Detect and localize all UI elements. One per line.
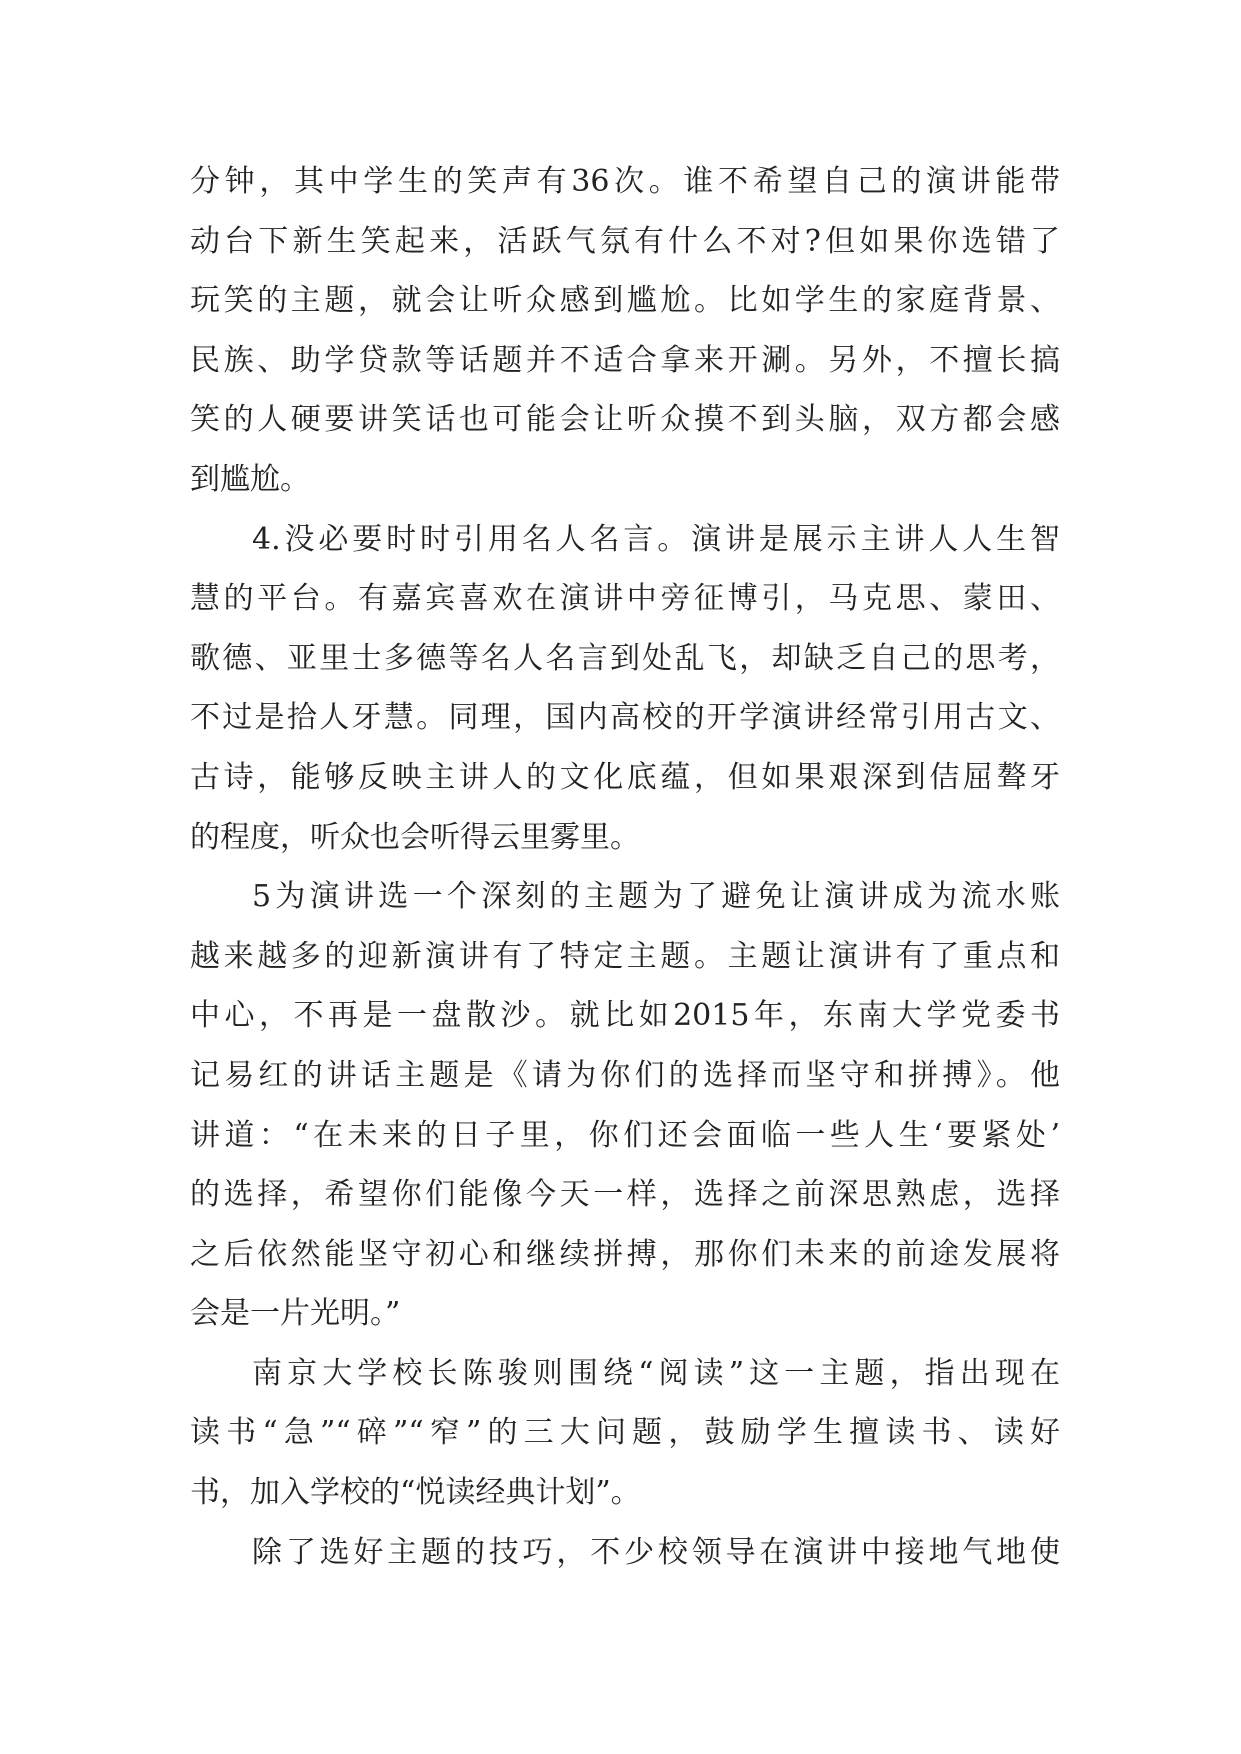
text-line: 读书“急”“碎”“窄”的三大问题，鼓励学生擅读书、读好 (190, 1415, 1060, 1451)
text-line: 讲道：“在未来的日子里，你们还会面临一些人生‘要紧处’ (190, 1117, 1060, 1153)
text-line: 的选择，希望你们能像今天一样，选择之前深思熟虑，选择 (190, 1177, 1060, 1213)
body-text (190, 152, 1060, 1582)
paragraph-start-line: 南京大学校长陈骏则围绕“阅读”这一主题，指出现在 (252, 1355, 1060, 1391)
text-line: 会是一片光明。” (190, 1296, 401, 1332)
text-line: 的程度，听众也会听得云里雾里。 (190, 819, 640, 855)
text-line: 民族、助学贷款等话题并不适合拿来开涮。另外，不擅长搞 (190, 342, 1060, 378)
text-line: 歌德、亚里士多德等名人名言到处乱飞，却缺乏自己的思考， (190, 640, 1060, 676)
text-line: 书，加入学校的“悦读经典计划”。 (190, 1475, 641, 1511)
text-line: 到尴尬。 (190, 461, 310, 497)
paragraph-start-line: 4.没必要时时引用名人名言。演讲是展示主讲人人生智 (252, 521, 1060, 557)
text-line: 分钟，其中学生的笑声有36次。谁不希望自己的演讲能带 (190, 164, 1060, 199)
paragraph-start-line: 5为演讲选一个深刻的主题为了避免让演讲成为流水账 (252, 879, 1060, 915)
text-line: 动台下新生笑起来，活跃气氛有什么不对?但如果你选错了 (190, 223, 1060, 259)
text-line: 记易红的讲话主题是《请为你们的选择而坚守和拼搏》。他 (190, 1057, 1060, 1093)
text-line: 笑的人硬要讲笑话也可能会让听众摸不到头脑，双方都会感 (190, 402, 1060, 438)
text-line: 之后依然能坚守初心和继续拼搏，那你们未来的前途发展将 (190, 1236, 1060, 1272)
text-line: 古诗，能够反映主讲人的文化底蕴，但如果艰深到佶屈聱牙 (190, 759, 1060, 795)
paragraph-start-line: 除了选好主题的技巧，不少校领导在演讲中接地气地使 (252, 1534, 1060, 1570)
text-line: 中心，不再是一盘散沙。就比如2015年，东南大学党委书 (190, 998, 1060, 1034)
text-line: 慧的平台。有嘉宾喜欢在演讲中旁征博引，马克思、蒙田、 (190, 581, 1060, 617)
text-line: 越来越多的迎新演讲有了特定主题。主题让演讲有了重点和 (190, 938, 1060, 974)
text-line: 不过是拾人牙慧。同理，国内高校的开学演讲经常引用古文、 (190, 700, 1060, 736)
text-line: 玩笑的主题，就会让听众感到尴尬。比如学生的家庭背景、 (190, 283, 1060, 319)
